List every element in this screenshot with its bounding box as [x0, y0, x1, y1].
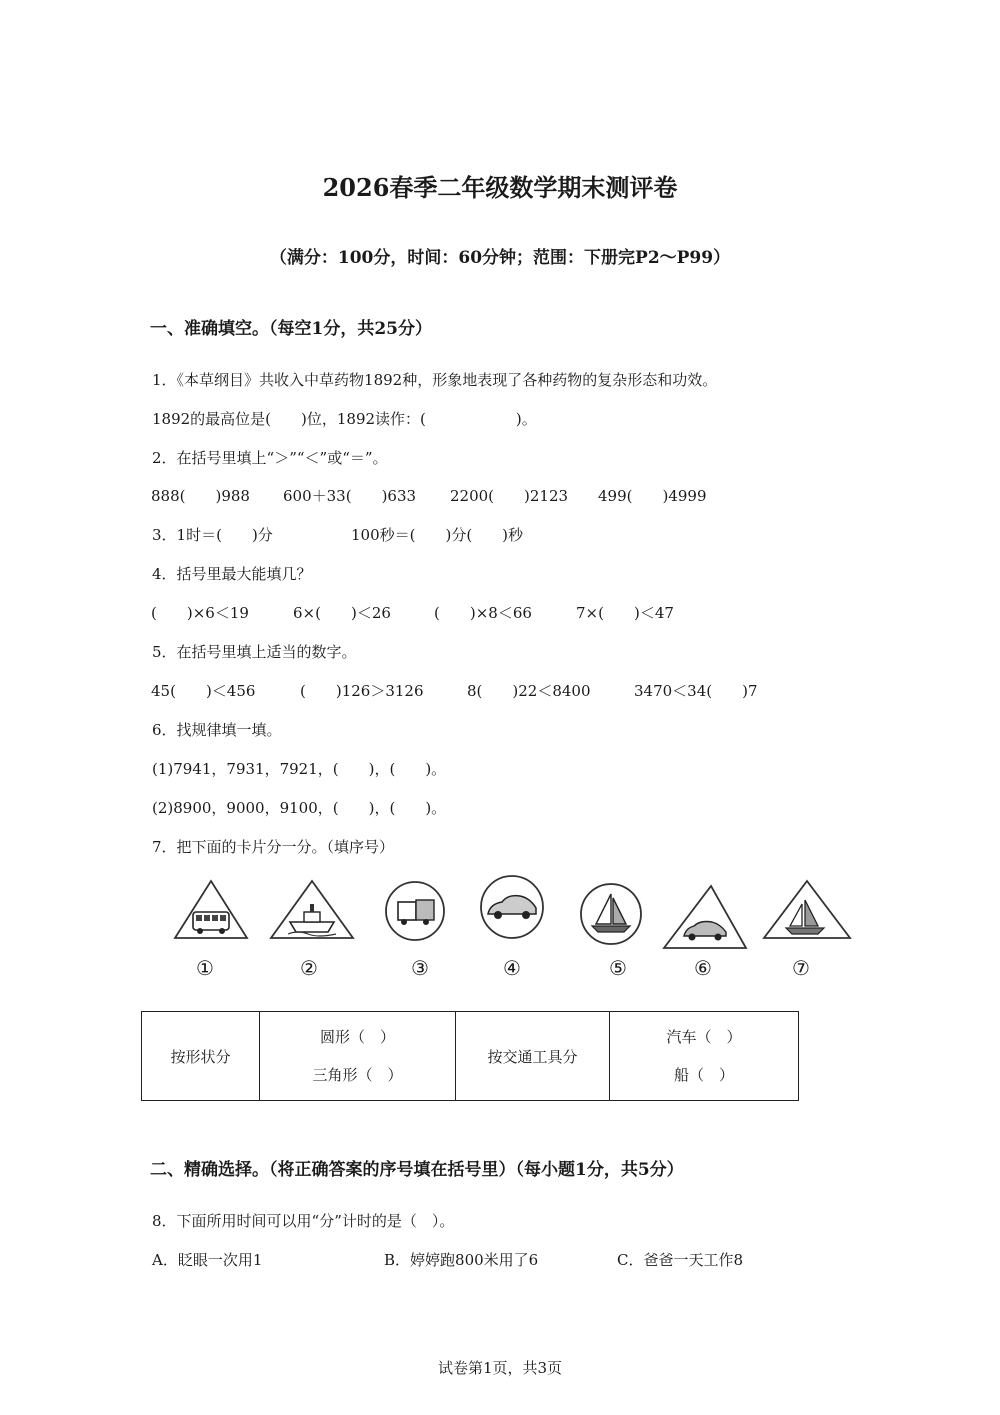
section-2-heading: 二、精确选择。（将正确答案的序号填在括号里）（每小题1分，共5分）: [150, 1160, 684, 1180]
q1-line-2: 1892的最高位是( )位，1892读作：( )。: [152, 410, 537, 428]
q2-item: 600＋33( )633: [283, 487, 417, 505]
q2-item: 499( )4999: [598, 487, 707, 505]
card-number: ⑦: [792, 956, 810, 980]
triangle-answer[interactable]: 三角形（ ）: [312, 1066, 403, 1084]
page-title: 2026春季二年级数学期末测评卷: [322, 173, 678, 202]
q1-line-1: 1．《本草纲目》共收入中草药物1892种，形象地表现了各种药物的复杂形态和功效。: [152, 371, 718, 389]
q4-item: 6×( )＜26: [293, 604, 391, 622]
by-vehicle-label: 按交通工具分: [456, 1012, 610, 1101]
ship-answer[interactable]: 船（ ）: [673, 1066, 734, 1084]
q4-item: 7×( )＜47: [576, 604, 674, 622]
q2-stem: 2．在括号里填上“＞”“＜”或“＝”。: [152, 449, 388, 467]
page-subtitle: （满分：100分，时间：60分钟；范围：下册完P2～P99）: [269, 248, 731, 268]
shape-answers: [260, 1012, 456, 1101]
card-number: ③: [411, 956, 429, 980]
q6-stem: 6．找规律填一填。: [152, 721, 282, 739]
q4-stem: 4．括号里最大能填几？: [152, 565, 312, 583]
option-b[interactable]: B．婷婷跑800米用了6: [384, 1251, 539, 1269]
card-number: ④: [503, 956, 521, 980]
q2-item: 888( )988: [151, 487, 250, 505]
q5-item: 3470＜34( )7: [634, 682, 758, 700]
card-5: [578, 882, 644, 950]
by-shape-label: 按形状分: [142, 1012, 260, 1101]
q7-stem: 7．把下面的卡片分一分。（填序号）: [152, 838, 395, 856]
option-a[interactable]: A．眨眼一次用1: [152, 1251, 263, 1269]
page-footer: 试卷第1页，共3页: [437, 1359, 563, 1377]
vehicle-answers: [610, 1012, 799, 1101]
card-6: [662, 884, 748, 954]
card-1: [172, 878, 250, 946]
option-c[interactable]: C．爸爸一天工作8: [617, 1251, 744, 1269]
car-triangle-icon: [662, 884, 748, 950]
cards-row: [160, 870, 860, 990]
q5-item: 45( )＜456: [151, 682, 256, 700]
sailboat-triangle-icon: [762, 878, 852, 942]
circle-answer[interactable]: 圆形（ ）: [319, 1028, 395, 1046]
classification-table: [141, 1011, 799, 1101]
q5-item: ( )126＞3126: [300, 682, 424, 700]
q4-item: ( )×8＜66: [434, 604, 532, 622]
card-2: [268, 878, 356, 946]
card-number: ①: [196, 956, 214, 980]
car-circle-icon: [478, 874, 546, 940]
section-1-heading: 一、准确填空。（每空1分，共25分）: [150, 319, 432, 339]
q3-item: 100秒＝( )分( )秒: [351, 526, 524, 544]
q2-item: 2200( )2123: [450, 487, 569, 505]
card-4: [478, 874, 546, 944]
q6-line-2: (2)8900，9000，9100，( )，( )。: [152, 799, 447, 817]
ship-triangle-icon: [268, 878, 356, 942]
q6-line-1: (1)7941，7931，7921，( )，( )。: [152, 760, 447, 778]
truck-circle-icon: [384, 880, 446, 942]
card-number: ⑤: [609, 956, 627, 980]
sailboat-circle-icon: [578, 882, 644, 946]
card-3: [384, 880, 446, 946]
bus-triangle-icon: [172, 878, 250, 942]
card-7: [762, 878, 852, 946]
q4-item: ( )×6＜19: [151, 604, 249, 622]
q3-item: 3．1时＝( )分: [152, 526, 273, 544]
q5-stem: 5．在括号里填上适当的数字。: [152, 643, 357, 661]
q5-item: 8( )22＜8400: [467, 682, 591, 700]
car-answer[interactable]: 汽车（ ）: [666, 1028, 742, 1046]
q8-stem: 8．下面所用时间可以用“分”计时的是（ ）。: [152, 1212, 455, 1230]
card-number: ②: [300, 956, 318, 980]
card-number: ⑥: [694, 956, 712, 980]
